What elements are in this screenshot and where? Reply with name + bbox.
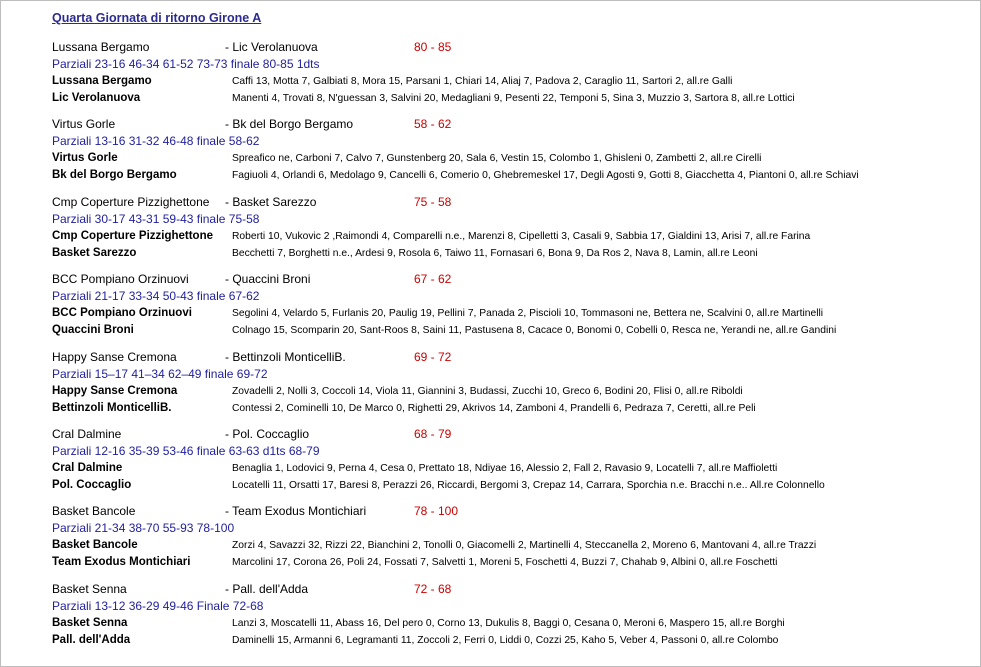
game-block <box>52 426 972 503</box>
home-team: Basket Bancole <box>52 504 136 519</box>
partial-scores: Parziali 13-16 31-32 46-48 finale 58-62 <box>52 134 260 149</box>
partial-scores: Parziali 30-17 43-31 59-43 finale 75-58 <box>52 211 260 226</box>
partial-scores: Parziali 15–17 41–34 62–49 finale 69-72 <box>52 366 268 381</box>
away-roster-row <box>52 632 972 649</box>
page-title-link[interactable]: Quarta Giornata di ritorno Girone A <box>52 11 262 25</box>
away-team-bold: Bettinzoli MonticelliB. <box>52 401 172 414</box>
away-players: Becchetti 7, Borghetti n.e., Ardesi 9, Rosola 6, Taiwo 11, Fornasari 6, Bona 9, Da Ros 2, Nava 8, Lamin, all.re Leoni <box>232 247 758 259</box>
home-team-bold: BCC Pompiano Orzinuovi <box>52 307 192 320</box>
final-score: 67 - 62 <box>414 272 452 287</box>
game-header-row <box>52 349 972 366</box>
final-score: 72 - 68 <box>414 581 452 596</box>
home-roster-row <box>52 228 972 245</box>
away-roster-row <box>52 554 972 571</box>
home-team-bold: Virtus Gorle <box>52 152 118 165</box>
home-players: Zovadelli 2, Nolli 3, Coccoli 14, Viola 11, Giannini 3, Budassi, Zucchi 10, Greco 6, Bodini 20, Flisi 0, all.re Riboldi <box>232 385 743 397</box>
away-players: Contessi 2, Cominelli 10, De Marco 0, Righetti 29, Akrivos 14, Zamboni 4, Prandelli 6, Pedraza 7, Ceretti, all.re Peli <box>232 402 756 414</box>
game-header-row <box>52 116 972 133</box>
away-team: - Team Exodus Montichiari <box>225 504 367 519</box>
away-players: Daminelli 15, Armanni 6, Legramanti 11, Zoccoli 2, Ferri 0, Liddi 0, Cozzi 25, Kaho 5, Veber 4, Passoni 0, all.re Colombo <box>232 634 779 646</box>
home-roster-row <box>52 150 972 167</box>
away-team-bold: Bk del Borgo Bergamo <box>52 169 177 182</box>
final-score: 75 - 58 <box>414 194 452 209</box>
away-team: - Basket Sarezzo <box>225 194 317 209</box>
away-team-bold: Pall. dell'Adda <box>52 633 131 646</box>
content <box>52 9 972 658</box>
home-team: Cral Dalmine <box>52 426 122 441</box>
home-team-bold: Basket Bancole <box>52 539 138 552</box>
partial-scores: Parziali 12-16 35-39 53-46 finale 63-63 d1ts 68-79 <box>52 443 320 458</box>
away-team-bold: Team Exodus Montichiari <box>52 556 191 569</box>
home-team-bold: Basket Senna <box>52 616 128 629</box>
away-players: Marcolini 17, Corona 26, Poli 24, Fossati 7, Salvetti 1, Moreni 5, Foschetti 4, Buzzi 7, Chahab 9, Albini 0, all.re Foschetti <box>232 557 778 569</box>
game-header-row <box>52 194 972 211</box>
away-team-bold: Basket Sarezzo <box>52 246 137 259</box>
games-list <box>52 39 972 658</box>
game-block <box>52 271 972 348</box>
home-roster-row <box>52 537 972 554</box>
away-roster-row <box>52 245 972 262</box>
home-roster-row <box>52 73 972 90</box>
home-team: Lussana Bergamo <box>52 40 150 54</box>
home-team-bold: Happy Sanse Cremona <box>52 384 178 397</box>
home-team: Happy Sanse Cremona <box>52 349 177 364</box>
game-header-row <box>52 39 972 56</box>
home-team: Cmp Coperture Pizzighettone <box>52 194 210 209</box>
away-roster-row <box>52 322 972 339</box>
home-players: Caffi 13, Motta 7, Galbiati 8, Mora 15, Parsani 1, Chiari 14, Aliaj 7, Padova 2, Caraglio 11, Sartori 2, all.re Galli <box>232 76 733 87</box>
away-players: Fagiuoli 4, Orlandi 6, Medolago 9, Cancelli 6, Comerio 0, Ghebremeskel 17, Degli Agosti 9, Gotti 8, Giacchetta 4, Piantoni 0, all.re Schiavi <box>232 170 859 182</box>
game-header-row <box>52 426 972 443</box>
away-team: - Pall. dell'Adda <box>225 581 309 596</box>
away-team: - Quaccini Broni <box>225 272 311 287</box>
home-players: Lanzi 3, Moscatelli 11, Abass 16, Del pero 0, Corno 13, Dukulis 8, Baggi 0, Cesana 0, Meroni 6, Maspero 15, all.re Borghi <box>232 617 785 629</box>
away-roster-row <box>52 400 972 417</box>
home-roster-row <box>52 383 972 400</box>
home-players: Zorzi 4, Savazzi 32, Rizzi 22, Bianchini 2, Tonolli 0, Giacomelli 2, Martinelli 4, Steccanella 2, Moreno 6, Mantovani 4, all.re Trazzi <box>232 540 817 552</box>
home-team-bold: Cmp Coperture Pizzighettone <box>52 229 214 242</box>
home-players: Segolini 4, Velardo 5, Furlanis 20, Paulig 19, Pellini 7, Panada 2, Piscioli 10, Tommasoni ne, Bettera ne, Scalvini 0, all.re Martinelli <box>232 308 824 320</box>
home-team: Virtus Gorle <box>52 117 116 132</box>
away-roster-row <box>52 477 972 494</box>
partial-scores: Parziali 21-17 33-34 50-43 finale 67-62 <box>52 289 260 304</box>
home-roster-row <box>52 460 972 477</box>
title-spacer <box>52 27 972 39</box>
home-team: BCC Pompiano Orzinuovi <box>52 272 189 287</box>
partial-scores: Parziali 13-12 36-29 49-46 Finale 72-68 <box>52 598 264 613</box>
home-roster-row <box>52 615 972 632</box>
game-header-row <box>52 271 972 288</box>
away-roster-row <box>52 90 972 107</box>
away-team: - Bk del Borgo Bergamo <box>225 117 354 132</box>
away-roster-row <box>52 167 972 184</box>
game-block <box>52 503 972 580</box>
partial-scores: Parziali 23-16 46-34 61-52 73-73 finale 80-85 1dts <box>52 57 320 71</box>
home-roster-row <box>52 305 972 322</box>
away-team-bold: Lic Verolanuova <box>52 92 141 104</box>
game-block <box>52 581 972 658</box>
game-block <box>52 116 972 193</box>
home-players: Spreafico ne, Carboni 7, Calvo 7, Gunstenberg 20, Sala 6, Vestin 15, Colombo 1, Ghisleni 0, Zambetti 2, all.re Cirelli <box>232 153 762 165</box>
away-team: - Pol. Coccaglio <box>225 426 310 441</box>
away-players: Colnago 15, Scomparin 20, Sant-Roos 8, Saini 11, Pastusena 8, Cacace 0, Bonomi 0, Cobelli 0, Resca ne, Yerandi ne, all.re Gandini <box>232 325 837 337</box>
home-team-bold: Lussana Bergamo <box>52 75 152 87</box>
home-players: Benaglia 1, Lodovici 9, Perna 4, Cesa 0, Prettato 18, Ndiyae 16, Alessio 2, Fall 2, Ravasio 9, Locatelli 7, all.re Maffioletti <box>232 462 778 474</box>
home-team: Basket Senna <box>52 581 127 596</box>
final-score: 78 - 100 <box>414 504 459 519</box>
home-players: Roberti 10, Vukovic 2 ,Raimondi 4, Comparelli n.e., Marenzi 8, Cipelletti 3, Casali 9, Sabbia 17, Gialdini 13, Arisi 7, all.re Farina <box>232 230 811 242</box>
final-score: 69 - 72 <box>414 349 452 364</box>
home-team-bold: Cral Dalmine <box>52 461 123 474</box>
game-block <box>52 194 972 271</box>
away-team-bold: Quaccini Broni <box>52 324 134 337</box>
game-block <box>52 349 972 426</box>
final-score: 58 - 62 <box>414 117 452 132</box>
away-team-bold: Pol. Coccaglio <box>52 478 132 491</box>
away-players: Manenti 4, Trovati 8, N'guessan 3, Salvini 20, Medagliani 9, Pesenti 22, Temponi 5, Sina 3, Muzzio 3, Sartora 8, all.re Lottici <box>232 93 795 104</box>
partial-scores: Parziali 21-34 38-70 55-93 78-100 <box>52 521 235 536</box>
away-team: - Lic Verolanuova <box>225 40 318 54</box>
away-team: - Bettinzoli MonticelliB. <box>225 349 346 364</box>
away-players: Locatelli 11, Orsatti 17, Baresi 8, Perazzi 26, Riccardi, Bergomi 3, Crepaz 14, Carrara, Sporchia n.e. Bracchi n.e.. All.re Colonnello <box>232 479 825 491</box>
game-header-row <box>52 503 972 520</box>
game-header-row <box>52 581 972 598</box>
final-score: 80 - 85 <box>414 40 452 54</box>
final-score: 68 - 79 <box>414 426 452 441</box>
game-block <box>52 39 972 116</box>
